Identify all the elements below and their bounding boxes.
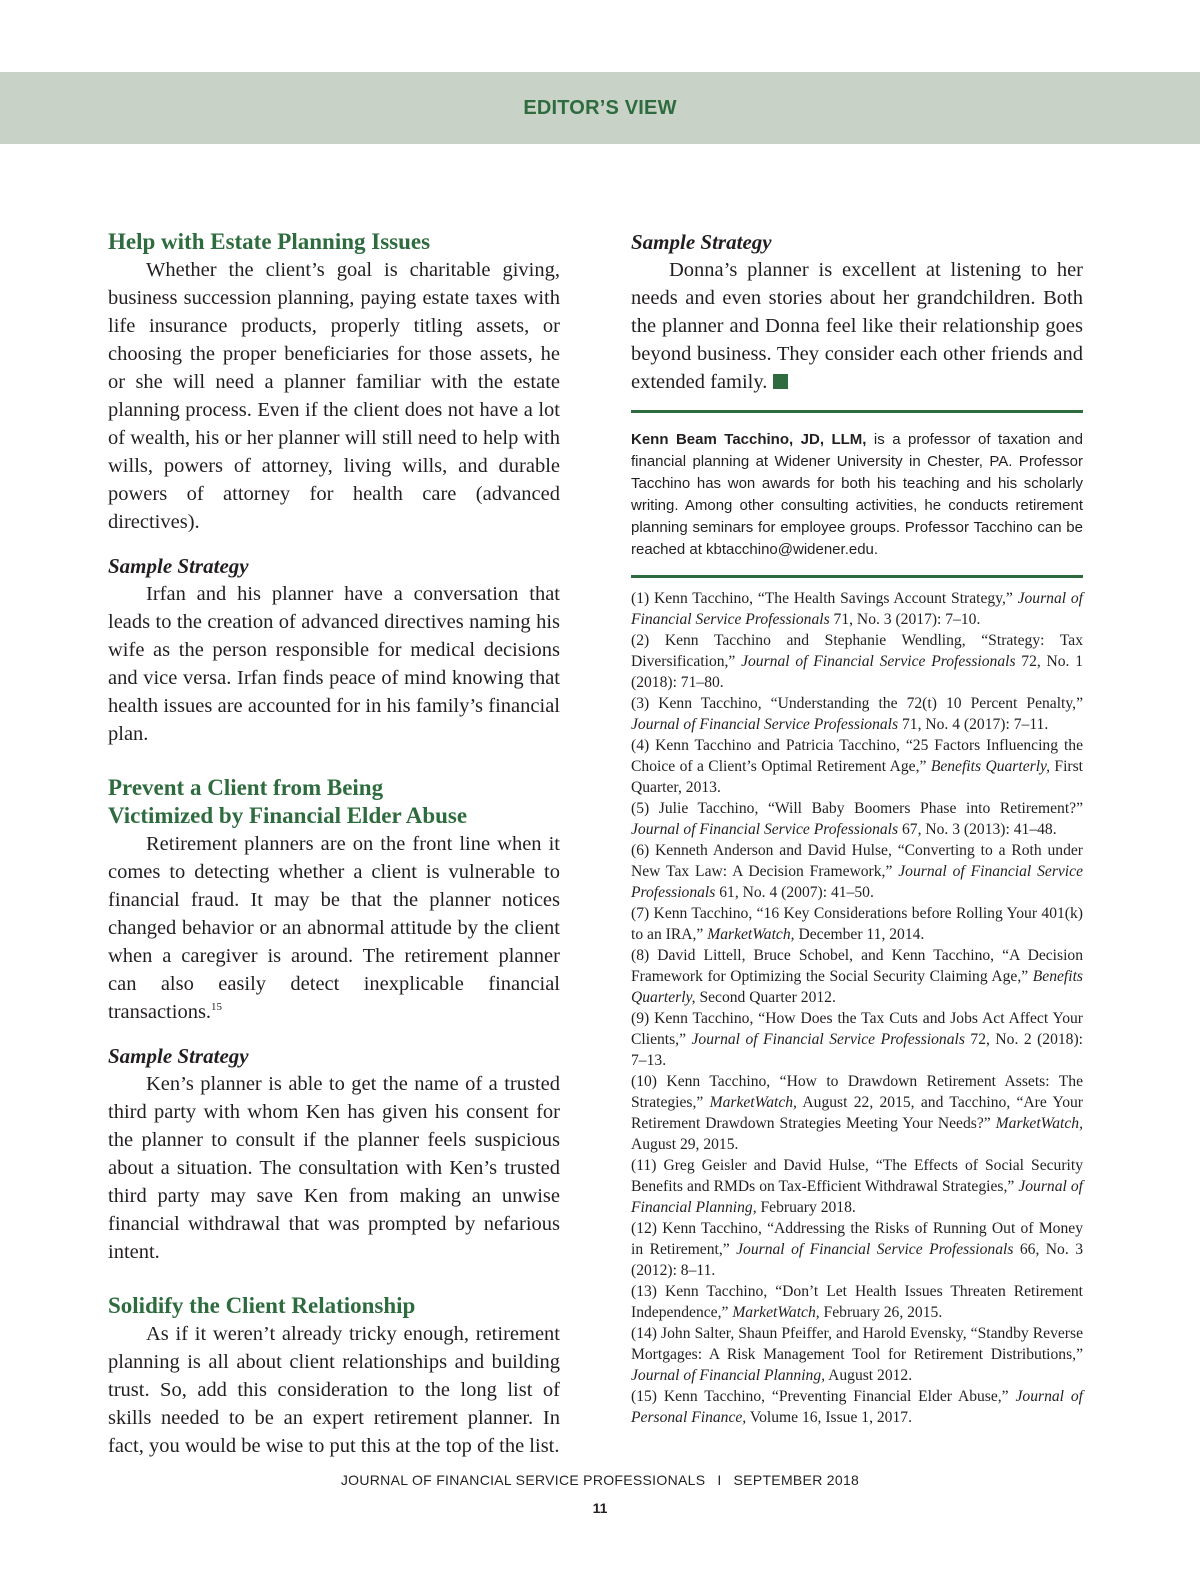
elder-abuse-heading-line2: Victimized by Financial Elder Abuse — [108, 803, 468, 828]
endnote-item — [631, 945, 1083, 1008]
estate-strategy-body: Irfan and his planner have a conversation that leads to the creation of advanced directives naming his wife as the person responsible for medical decisions and vice versa. Irfan finds peace of mind knowing that health issues are accounted for in his family’s financial plan. — [108, 583, 560, 745]
left-column — [108, 228, 560, 1460]
endnote-ital-2: MarketWatch, — [995, 1115, 1083, 1132]
donna-strategy-title: Sample Strategy — [631, 230, 772, 254]
endnote-post: February 26, 2015. — [819, 1304, 943, 1321]
endnote-post: 66, No. 3 (2012): 8–11. — [631, 1241, 1083, 1279]
elder-abuse-heading — [108, 774, 560, 830]
endnote-ital: Journal of Financial Service Professionals — [631, 821, 899, 838]
endnote-item — [631, 1008, 1083, 1071]
estate-heading: Help with Estate Planning Issues — [108, 229, 431, 254]
estate-strategy-title: Sample Strategy — [108, 554, 249, 578]
endnote-post: 71, No. 4 (2017): 7–11. — [898, 716, 1049, 733]
bio-top-rule — [631, 410, 1083, 413]
endnote-pre: (1) Kenn Tacchino, “The Health Savings Account Strategy,” — [631, 590, 1018, 607]
endnote-post: 71, No. 3 (2017): 7–10. — [829, 611, 981, 628]
endnote-post: First Quarter, 2013. — [631, 758, 1084, 796]
endnote-pre: (14) John Salter, Shaun Pfeiffer, and Harold Evensky, “Standby Reverse Mortgages: A Risk Management Tool for Retirement Distributions,” — [631, 1325, 1083, 1363]
endnote-post: February 2018. — [756, 1199, 856, 1216]
endnote-item — [631, 840, 1083, 903]
endnote-post: 67, No. 3 (2013): 41–48. — [898, 821, 1057, 838]
endnote-pre: (12) Kenn Tacchino, “Addressing the Risks of Running Out of Money in Retirement,” — [631, 1220, 1083, 1258]
author-bio — [631, 429, 1083, 561]
endnote-pre: (5) Julie Tacchino, “Will Baby Boomers Phase into Retirement?” — [631, 800, 1083, 817]
endnote-pre: (3) Kenn Tacchino, “Understanding the 72(t) 10 Percent Penalty,” — [631, 695, 1083, 712]
footer-date: SEPTEMBER 2018 — [733, 1472, 860, 1488]
endnote-ital: MarketWatch, — [709, 1094, 797, 1111]
elder-abuse-strategy-title: Sample Strategy — [108, 1044, 249, 1068]
footer-journal: JOURNAL OF FINANCIAL SERVICE PROFESSIONALS — [340, 1472, 706, 1488]
endnote-ital: Benefits Quarterly, — [930, 758, 1050, 775]
endnote-item — [631, 1071, 1083, 1155]
endnote-post: August 22, 2015, and Tacchino, “Are Your Retirement Drawdown Strategies Meeting Your Needs?” — [631, 1094, 1083, 1132]
section-header-band — [0, 72, 1200, 144]
elder-abuse-strategy-body: Ken’s planner is able to get the name of a trusted third party with whom Ken has given his consent for the planner to consult if the planner feels suspicious about a situation. The consultation with Ken’s trusted third party may save Ken from making an unwise financial withdrawal that was prompted by nefarious intent. — [108, 1073, 560, 1263]
endnote-item — [631, 630, 1083, 693]
endnote-item — [631, 903, 1083, 945]
endnote-pre: (7) Kenn Tacchino, “16 Key Considerations before Rolling Your 401(k) to an IRA,” — [631, 905, 1083, 943]
endnote-ital: Journal of Financial Service Professionals — [736, 1241, 1014, 1258]
endnote-post: 61, No. 4 (2007): 41–50. — [715, 884, 874, 901]
elder-abuse-heading-line1: Prevent a Client from Being — [108, 775, 384, 800]
endnote-ital: MarketWatch, — [732, 1304, 820, 1321]
endnote-ital: Journal of Financial Service Professionals — [741, 653, 1016, 670]
footer-separator: I — [717, 1472, 722, 1488]
endnote-ital: Journal of Financial Service Professionals — [631, 716, 899, 733]
endnote-pre: (9) Kenn Tacchino, “How Does the Tax Cuts and Jobs Act Affect Your Clients,” — [631, 1010, 1083, 1048]
endnote-post: Volume 16, Issue 1, 2017. — [746, 1409, 912, 1426]
endnote-post: August 2012. — [825, 1367, 913, 1384]
endnote-item — [631, 1386, 1083, 1428]
endnote-ital: Journal of Personal Finance, — [631, 1388, 1083, 1426]
estate-body: Whether the client’s goal is charitable giving, business succession planning, paying estate taxes with life insurance products, properly titling assets, or choosing the proper beneficiaries for those assets, he or she will need a planner familiar with the estate planning process. Even if the client does not have a lot of wealth, his or her planner will still need to help with wills, powers of attorney, living wills, and durable powers of attorney for health care (advanced directives). — [108, 259, 560, 533]
endnote-pre: (4) Kenn Tacchino and Patricia Tacchino, “25 Factors Influencing the Choice of a Client’s Optimal Retirement Age,” — [631, 737, 1083, 775]
donna-strategy-text: Donna’s planner is excellent at listening to her needs and even stories about her grandchildren. Both the planner and Donna feel like their relationship goes beyond business. They consider each other friends and extended family. — [631, 259, 1083, 393]
endnote-pre: (15) Kenn Tacchino, “Preventing Financial Elder Abuse,” — [631, 1388, 1016, 1405]
page-number: 11 — [592, 1500, 608, 1516]
endnote-item — [631, 1323, 1083, 1386]
footnote-ref: 15 — [211, 1001, 223, 1014]
endnote-item — [631, 693, 1083, 735]
endnote-pre: (6) Kenneth Anderson and David Hulse, “Converting to a Roth under New Tax Law: A Decision Framework,” — [631, 842, 1083, 880]
article-end-mark — [773, 374, 788, 389]
endnote-post: December 11, 2014. — [794, 926, 925, 943]
endnote-item — [631, 588, 1083, 630]
endnote-item — [631, 735, 1083, 798]
endnote-item — [631, 1155, 1083, 1218]
author-bio-text: is a professor of taxation and financial planning at Widener University in Chester, PA. Professor Tacchino has won awards for both his teaching and his scholarly writing. Among other consulting activities, he conducts retirement planning seminars for employee groups. Professor Tacchino can be reached at kbtacchino@widener.edu. — [631, 431, 1083, 558]
endnote-item — [631, 798, 1083, 840]
endnote-post: 72, No. 2 (2018): 7–13. — [631, 1031, 1084, 1069]
relationship-body: As if it weren’t already tricky enough, retirement planning is all about client relationships and building trust. So, add this consideration to the long list of skills needed to be an expert retirement planner. In fact, you would be wise to put this at the top of the list. — [108, 1323, 560, 1457]
relationship-heading: Solidify the Client Relationship — [108, 1293, 416, 1318]
endnote-pre: (2) Kenn Tacchino and Stephanie Wendling, “Strategy: Tax Diversification,” — [631, 632, 1083, 670]
endnote-post: 72, No. 1 (2018): 71–80. — [631, 653, 1083, 691]
endnote-item — [631, 1218, 1083, 1281]
page-footer — [0, 1472, 1200, 1488]
endnote-post-2: August 29, 2015. — [631, 1136, 739, 1153]
donna-strategy-body — [631, 256, 1083, 396]
right-column — [631, 228, 1083, 1428]
endnote-pre: (10) Kenn Tacchino, “How to Drawdown Retirement Assets: The Strategies,” — [631, 1073, 1083, 1111]
endnote-ital: Journal of Financial Service Professionals — [631, 863, 1083, 901]
elder-abuse-body-text: Retirement planners are on the front line when it comes to detecting whether a client is vulnerable to financial fraud. It may be that the planner notices changed behavior or an abnormal attitude by the client when a caregiver is around. The retirement planner can also easily detect inexplicable financial transactions. — [108, 833, 560, 1023]
endnote-post: Second Quarter 2012. — [695, 989, 836, 1006]
elder-abuse-body — [108, 830, 560, 1026]
endnote-ital: MarketWatch, — [707, 926, 795, 943]
section-label: EDITOR’S VIEW — [523, 96, 677, 119]
endnote-item — [631, 1281, 1083, 1323]
endnotes-list — [631, 588, 1083, 1428]
bio-bottom-rule — [631, 575, 1083, 578]
endnote-ital: Journal of Financial Service Professionals — [691, 1031, 965, 1048]
endnote-ital: Journal of Financial Planning, — [631, 1178, 1083, 1216]
endnote-ital: Benefits Quarterly, — [631, 968, 1083, 1006]
endnote-ital: Journal of Financial Service Professionals — [631, 590, 1083, 628]
endnote-pre: (8) David Littell, Bruce Schobel, and Kenn Tacchino, “A Decision Framework for Optimizing the Social Security Claiming Age,” — [631, 947, 1083, 985]
endnote-pre: (13) Kenn Tacchino, “Don’t Let Health Issues Threaten Retirement Independence,” — [631, 1283, 1083, 1321]
endnote-pre: (11) Greg Geisler and David Hulse, “The Effects of Social Security Benefits and RMDs on Tax-Efficient Withdrawal Strategies,” — [631, 1157, 1083, 1195]
author-name: Kenn Beam Tacchino, JD, LLM, — [631, 431, 867, 448]
endnote-ital: Journal of Financial Planning, — [631, 1367, 826, 1384]
